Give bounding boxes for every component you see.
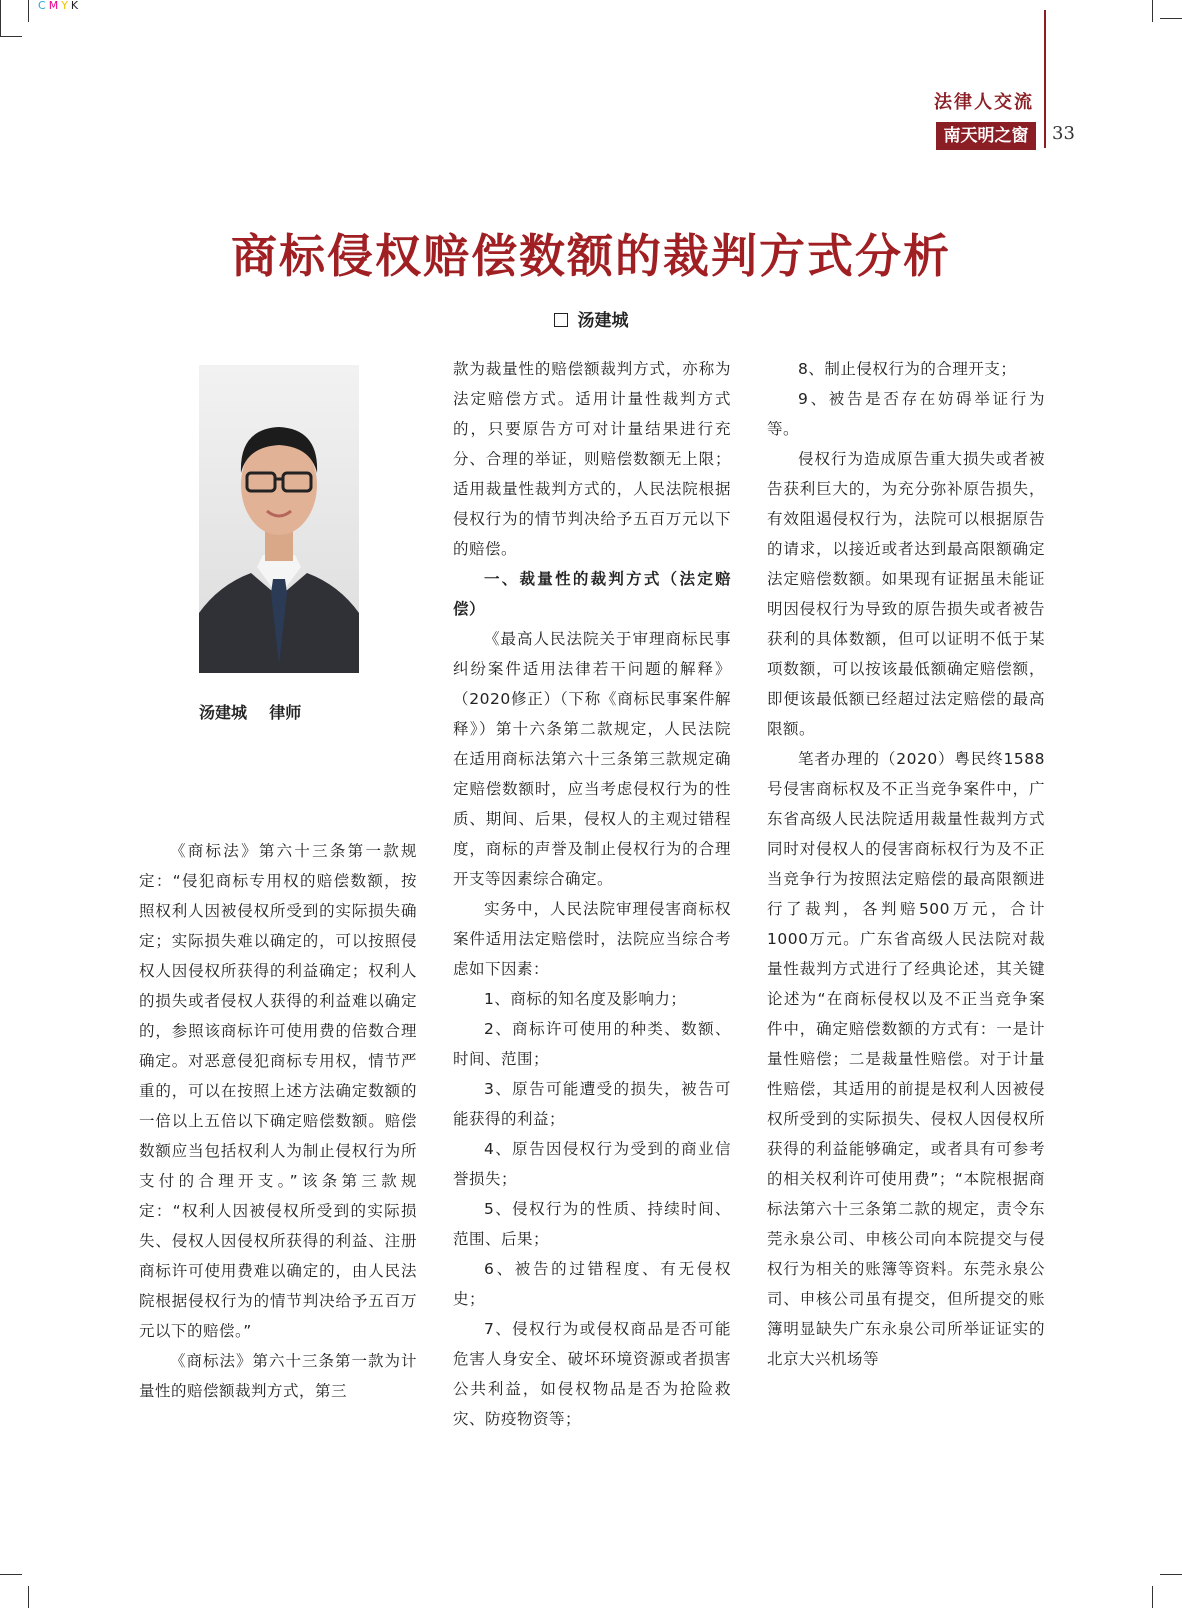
- byline-box-icon: [554, 313, 568, 327]
- author-name: 汤建城: [577, 311, 629, 331]
- crop-mark: [0, 1574, 22, 1575]
- crop-mark: [0, 36, 22, 37]
- paragraph: 《最高人民法院关于审理商标民事纠纷案件适用法律若干问题的解释》（2020修正）（下称《商标民事案件解释》）第十六条第二款规定，人民法院在适用商标法第六十三条第三款规定确定赔偿数额时，应当考虑侵权行为的性质、期间、后果，侵权人的主观过错程度，商标的声誉及制止侵权行为的合理开支等因素综合确定。: [453, 630, 731, 888]
- paragraph: 笔者办理的（2020）粤民终1588号侵害商标权及不正当竞争案件中，广东省高级人民法院适用裁量性裁判方式同时对侵权人的侵害商标权行为及不正当竞争行为按照法定赔偿的最高限额进行了裁判，各判赔500万元，合计1000万元。广东省高级人民法院对裁量性裁判方式进行了经典论述，其关键论述为“在商标侵权以及不正当竞争案件中，确定赔偿数额的方式有：一是计量性赔偿；二是裁量性赔偿。对于计量性赔偿，其适用的前提是权利人因被侵权所受到的实际损失、侵权人因侵权所获得的利益能够确定，或者具有可参考的相关权利许可使用费”；“本院根据商标法第六十三条第二款的规定，责令东莞永泉公司、申核公司向本院提交与侵权行为相关的账簿等资料。东莞永泉公司、申核公司虽有提交，但所提交的账簿明显缺失广东永泉公司所举证证实的北京大兴机场等: [767, 750, 1045, 1368]
- crop-mark: [1152, 0, 1153, 22]
- cmyk-k: K: [70, 0, 82, 12]
- text-column-2: [453, 354, 731, 1434]
- crop-mark: [28, 0, 29, 22]
- paragraph: 侵权行为造成原告重大损失或者被告获利巨大的，为充分弥补原告损失，有效阻遏侵权行为，法院可以根据原告的请求，以接近或者达到最高限额确定法定赔偿数额。如果现有证据虽未能证明因侵权行为导致的原告损失或者被告获利的具体数额，但可以证明不低于某项数额，可以按该最低额确定赔偿额，即便该最低额已经超过法定赔偿的最高限额。: [767, 450, 1045, 738]
- paragraph: 款为裁量性的赔偿额裁判方式，亦称为法定赔偿方式。适用计量性裁判方式的，只要原告方可对计量结果进行充分、合理的举证，则赔偿数额无上限；适用裁量性裁判方式的，人民法院根据侵权行为的情节判决给予五百万元以下的赔偿。: [453, 360, 731, 558]
- list-item: 4、原告因侵权行为受到的商业信誉损失；: [453, 1140, 731, 1188]
- page-number: 33: [1052, 123, 1075, 144]
- author-photo: [199, 365, 359, 673]
- byline: [0, 306, 1182, 331]
- list-item: 2、商标许可使用的种类、数额、时间、范围；: [453, 1020, 731, 1068]
- crop-mark: [28, 1586, 29, 1608]
- list-item: 7、侵权行为或侵权商品是否可能危害人身安全、破坏环境资源或者损害公共利益，如侵权物品是否为抢险救灾、防疫物资等；: [453, 1320, 731, 1428]
- list-item: 3、原告可能遭受的损失，被告可能获得的利益；: [453, 1080, 731, 1128]
- cmyk-y: Y: [61, 0, 71, 12]
- list-item: 5、侵权行为的性质、持续时间、范围、后果；: [453, 1200, 731, 1248]
- column-label: 法律人交流: [934, 92, 1034, 113]
- section-heading: 一、裁量性的裁判方式（法定赔偿）: [453, 570, 731, 618]
- section-tag: 南天明之窗: [936, 122, 1036, 150]
- list-item: 9、被告是否存在妨碍举证行为等。: [767, 390, 1045, 438]
- cmyk-color-bar: [38, 0, 81, 12]
- paragraph: 《商标法》第六十三条第一款规定：“侵犯商标专用权的赔偿数额，按照权利人因被侵权所受到的实际损失确定；实际损失难以确定的，可以按照侵权人因侵权所获得的利益确定；权利人的损失或者侵权人获得的利益难以确定的，参照该商标许可使用费的倍数合理确定。对恶意侵犯商标专用权，情节严重的，可以在按照上述方法确定数额的一倍以上五倍以下确定赔偿数额。赔偿数额应当包括权利人为制止侵权行为所支付的合理开支。”该条第三款规定：“权利人因被侵权所受到的实际损失、侵权人因侵权所获得的利益、注册商标许可使用费难以确定的，由人民法院根据侵权行为的情节判决给予五百万元以下的赔偿。”: [139, 842, 417, 1340]
- header-divider: [1044, 10, 1046, 148]
- text-column-1: [139, 836, 417, 1406]
- cmyk-c: C: [38, 0, 49, 12]
- crop-mark: [0, 0, 1, 36]
- list-item: 8、制止侵权行为的合理开支；: [798, 360, 1017, 378]
- text-column-3: [767, 354, 1045, 1374]
- cmyk-m: M: [48, 0, 62, 12]
- crop-mark: [1160, 1574, 1182, 1575]
- paragraph: 实务中，人民法院审理侵害商标权案件适用法定赔偿时，法院应当综合考虑如下因素：: [453, 900, 731, 978]
- crop-mark: [1152, 1586, 1153, 1608]
- article-title: 商标侵权赔偿数额的裁判方式分析: [231, 229, 951, 283]
- list-item: 1、商标的知名度及影响力；: [484, 990, 687, 1008]
- photo-caption: 汤建城 律师: [199, 703, 302, 722]
- list-item: 6、被告的过错程度、有无侵权史；: [453, 1260, 731, 1308]
- paragraph: 《商标法》第六十三条第一款为计量性的赔偿额裁判方式，第三: [139, 1352, 417, 1400]
- crop-mark: [1160, 18, 1182, 19]
